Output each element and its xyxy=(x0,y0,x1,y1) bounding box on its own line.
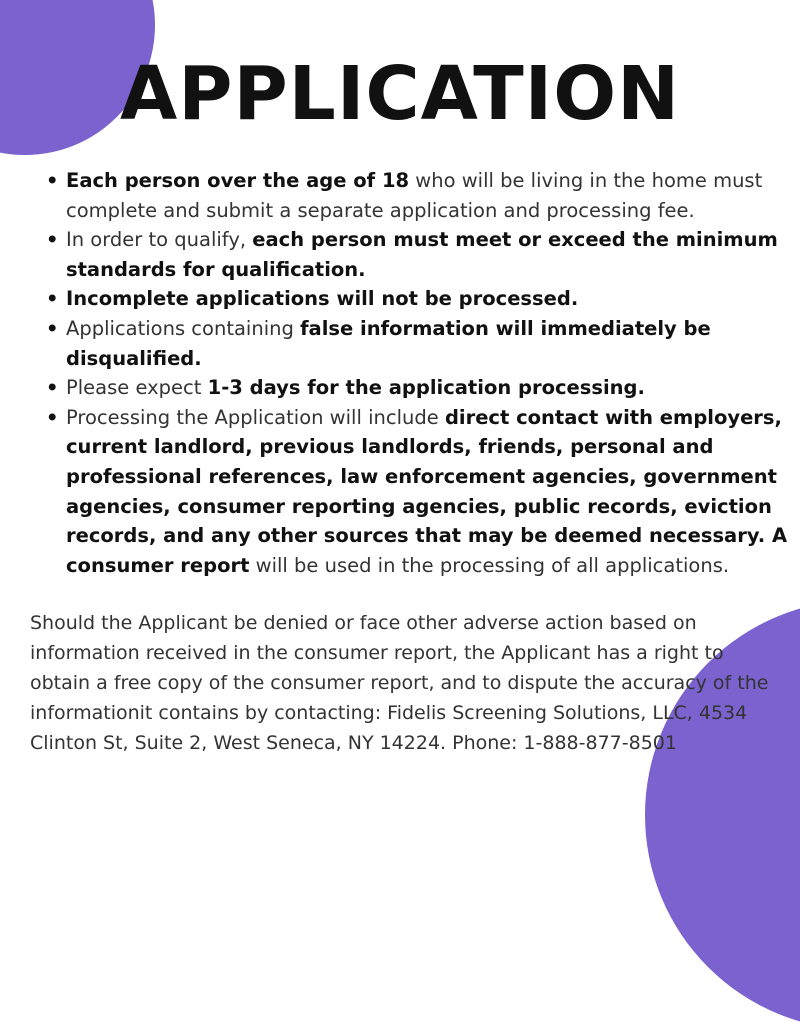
consumer-report-notice: Should the Applicant be denied or face other adverse action based on information received in the consumer report, the Applicant has a right to obtain a free copy of the consumer report, and to dispute the accuracy of the informationit contains by contacting: Fidelis Screening Solutions, LLC, 4534 Clinton St, Suite 2, West Seneca, NY 14224. Phone: 1-888-877-8501 xyxy=(30,612,769,754)
bold-text: false information will immediately be disqualified. xyxy=(66,316,711,370)
list-item xyxy=(66,373,800,403)
bold-text: direct contact with employers, current landlord, previous landlords, friends, personal and professional references, law enforcement agencies, government agencies, consumer reporting agencies, public records, eviction records, and any other sources that may be deemed necessary. A consumer report xyxy=(66,405,788,577)
list-item xyxy=(66,284,800,314)
bold-text: Each person over the age of 18 xyxy=(66,169,410,192)
bold-text: Incomplete applications will not be processed. xyxy=(66,287,579,311)
list-item xyxy=(66,225,800,284)
bold-text: each person must meet or exceed the minimum standards for qualification. xyxy=(66,228,778,281)
page-title: APPLICATION xyxy=(119,51,681,137)
body-text: Processing the Application will include xyxy=(66,405,445,429)
list-item xyxy=(66,166,800,225)
list-item xyxy=(66,403,800,581)
body-text: who will be living in the home must complete and submit a separate application and processing fee. xyxy=(66,169,763,222)
body-text: Applications containing xyxy=(66,316,301,340)
body-text: In order to qualify, xyxy=(66,228,253,252)
list-item xyxy=(66,314,800,373)
body-text: Please expect xyxy=(66,376,208,400)
requirements-list xyxy=(30,166,800,580)
bold-text: 1-3 days for the application processing. xyxy=(207,376,645,400)
body-text: will be used in the processing of all applications. xyxy=(249,553,730,577)
